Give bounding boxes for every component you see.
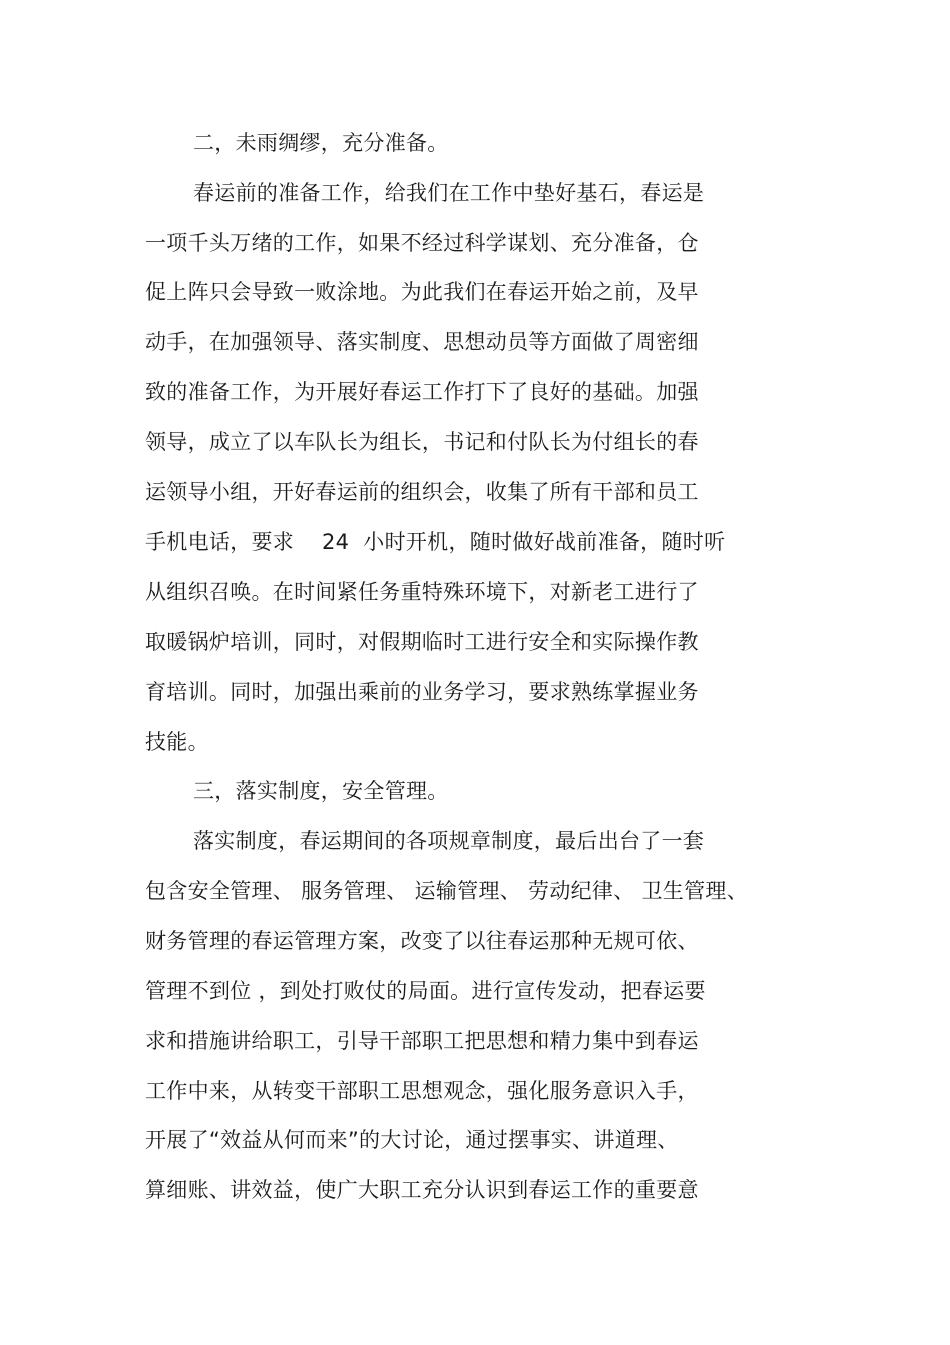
paragraph-line: 从组织召唤。在时间紧任务重特殊环境下，对新老工进行了 bbox=[145, 580, 699, 604]
paragraph-line: 动手，在加强领导、落实制度、思想动员等方面做了周密细 bbox=[145, 330, 699, 354]
paragraph-line: 领导，成立了以车队长为组长，书记和付队长为付组长的春 bbox=[145, 430, 699, 454]
paragraph-line: 算细账、讲效益，使广大职工充分认识到春运工作的重要意 bbox=[145, 1178, 699, 1202]
paragraph-line: 手机电话，要求 24 小时开机，随时做好战前准备，随时听 bbox=[145, 530, 726, 554]
paragraph-line: 落实制度，春运期间的各项规章制度，最后出台了一套 bbox=[193, 829, 705, 853]
paragraph-line: 包含安全管理、 服务管理、 运输管理、 劳动纪律、 卫生管理、 bbox=[145, 879, 748, 903]
paragraph-line: 管理不到位 ，到处打败仗的局面。进行宣传发动，把春运要 bbox=[145, 979, 706, 1003]
paragraph-line: 财务管理的春运管理方案，改变了以往春运那种无规可依、 bbox=[145, 929, 699, 953]
paragraph-line: 一项千头万绪的工作，如果不经过科学谋划、充分准备，仓 bbox=[145, 231, 699, 255]
paragraph-line: 春运前的准备工作，给我们在工作中垫好基石，春运是 bbox=[193, 181, 705, 205]
paragraph-line: 促上阵只会导致一败涂地。为此我们在春运开始之前，及早 bbox=[145, 280, 699, 304]
paragraph-line: 求和措施讲给职工，引导干部职工把思想和精力集中到春运 bbox=[145, 1029, 699, 1053]
paragraph-line: 开展了“效益从何而来”的大讨论，通过摆事实、讲道理、 bbox=[145, 1128, 679, 1152]
section-heading-2: 二，未雨绸缪，充分准备。 bbox=[193, 131, 449, 155]
section-heading-3: 三，落实制度，安全管理。 bbox=[193, 779, 449, 803]
paragraph-line: 工作中来，从转变干部职工思想观念，强化服务意识入手， bbox=[145, 1079, 699, 1103]
paragraph-line: 运领导小组，开好春运前的组织会，收集了所有干部和员工 bbox=[145, 480, 699, 504]
paragraph-line: 技能。 bbox=[145, 730, 209, 754]
paragraph-line: 致的准备工作，为开展好春运工作打下了良好的基础。加强 bbox=[145, 380, 699, 404]
paragraph-line: 育培训。同时，加强出乘前的业务学习，要求熟练掌握业务 bbox=[145, 680, 699, 704]
paragraph-line: 取暖锅炉培训，同时，对假期临时工进行安全和实际操作教 bbox=[145, 630, 699, 654]
